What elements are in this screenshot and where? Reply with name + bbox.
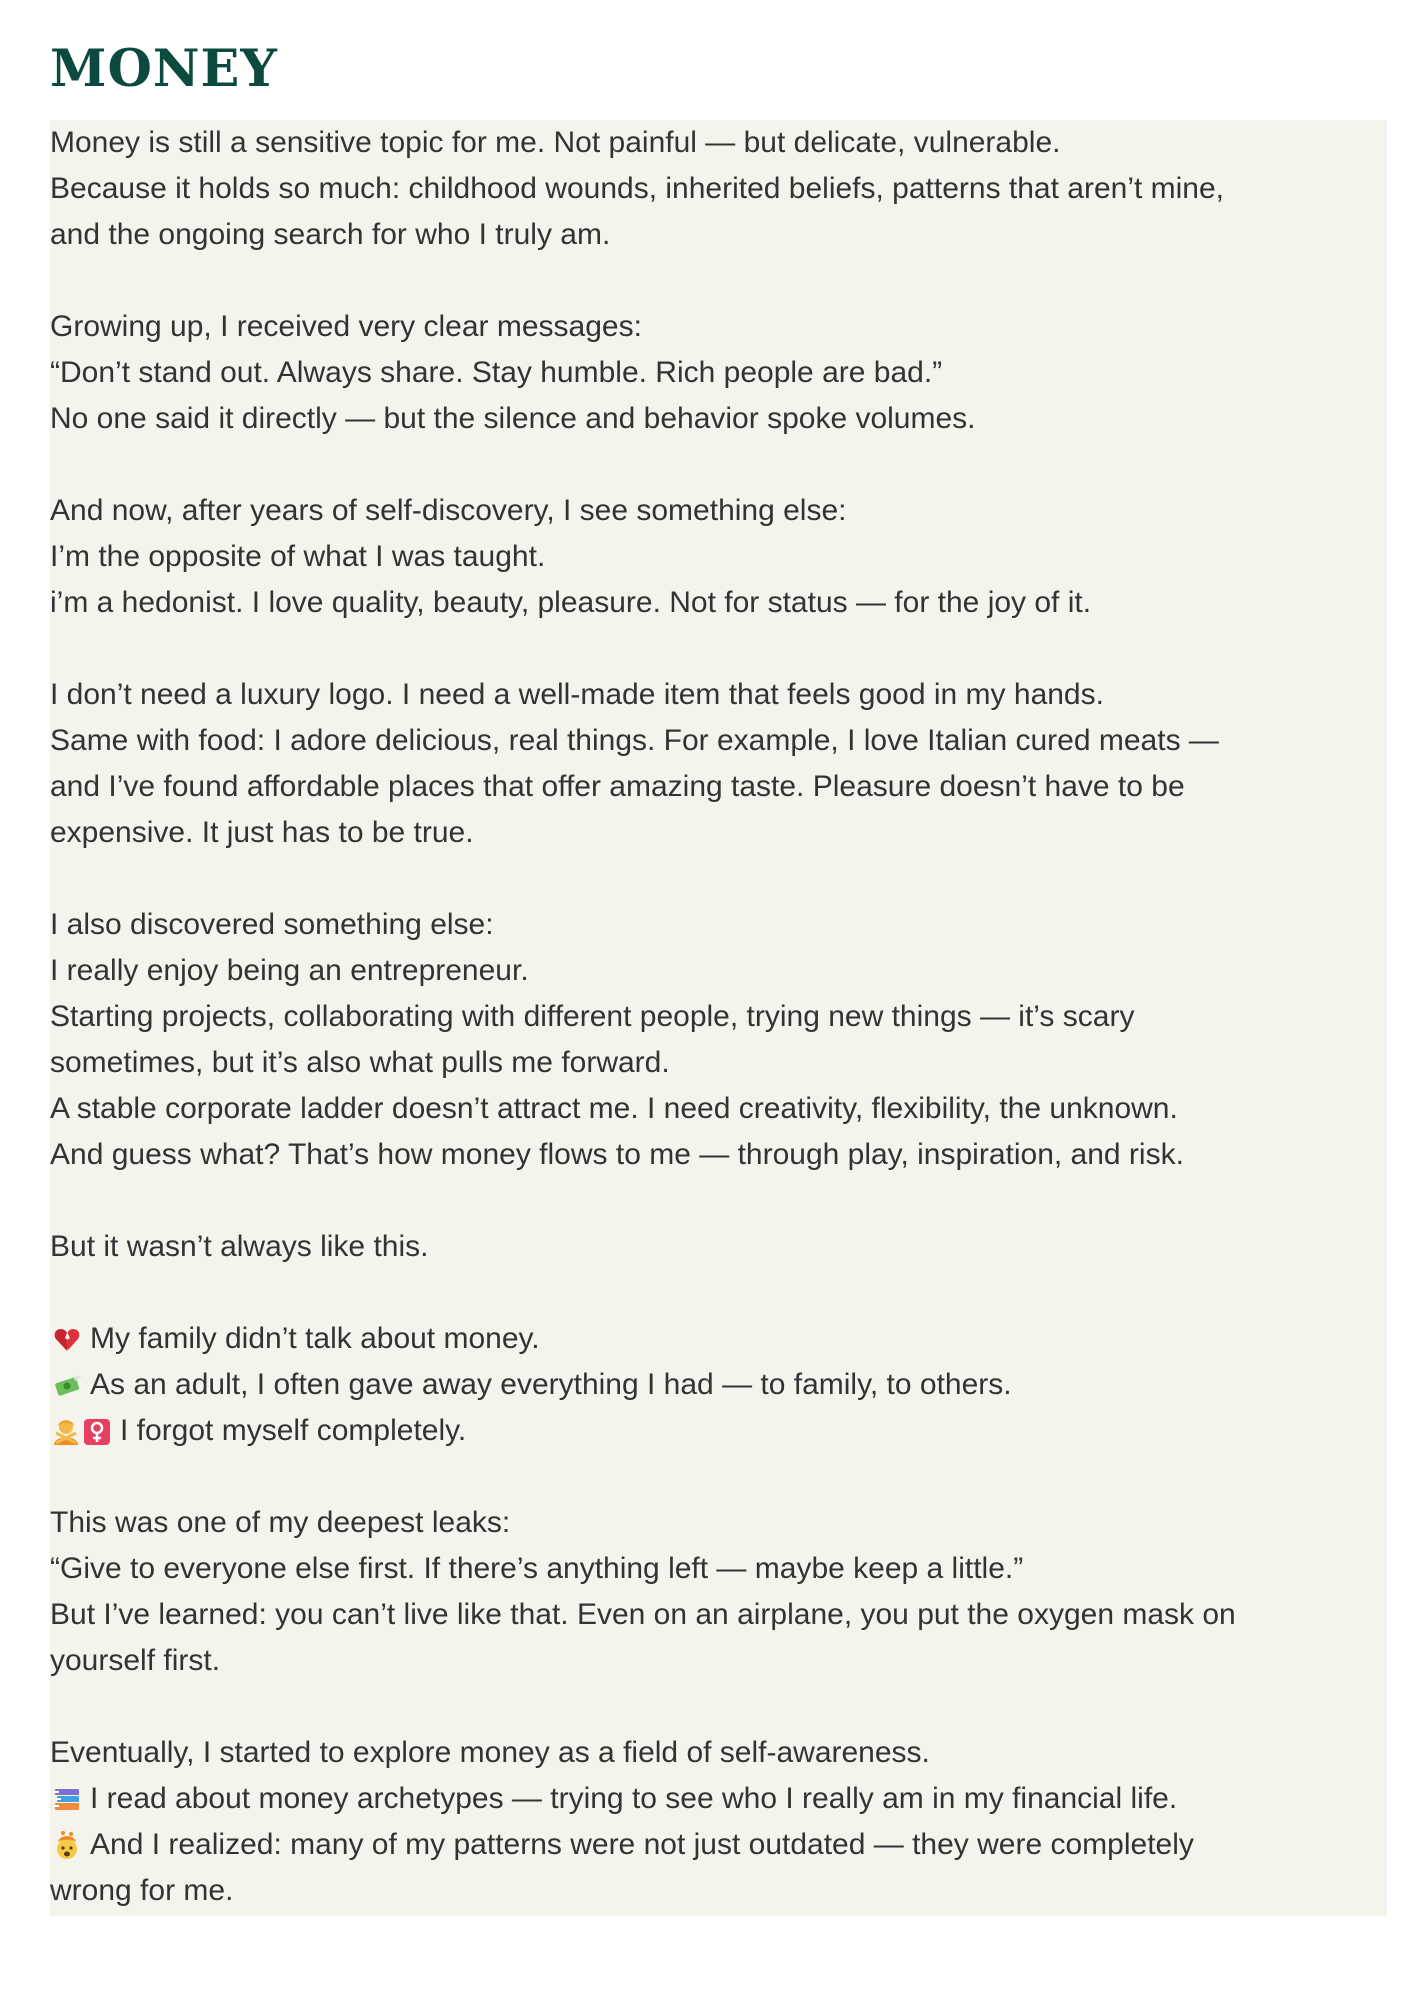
text-line: “Don’t stand out. Always share. Stay humble. Rich people are bad.” <box>50 356 943 389</box>
article-body <box>50 120 1387 1916</box>
paragraph-spacer <box>50 258 1387 304</box>
emoji-line <box>50 1316 1387 1362</box>
money-with-wings-icon <box>50 1362 84 1408</box>
person-gesturing-no-icon <box>50 1408 114 1454</box>
emoji-line-text: I read about money archetypes — trying to see who I really am in my financial life. <box>90 1782 1178 1815</box>
text-line: I don’t need a luxury logo. I need a well-made item that feels good in my hands. <box>50 678 1104 711</box>
text-line: But I’ve learned: you can’t live like that. Even on an airplane, you put the oxygen mask on <box>50 1598 1236 1631</box>
paragraph-spacer <box>50 1684 1387 1730</box>
text-line: And guess what? That’s how money flows to me — through play, inspiration, and risk. <box>50 1138 1184 1171</box>
emoji-line-text: As an adult, I often gave away everything I had — to family, to others. <box>90 1368 1012 1401</box>
emoji-line-text: I forgot myself completely. <box>120 1414 467 1447</box>
books-icon <box>50 1776 84 1822</box>
text-line: and I’ve found affordable places that offer amazing taste. Pleasure doesn’t have to be <box>50 770 1185 803</box>
paragraph-spacer <box>50 1178 1387 1224</box>
text-line: I’m the opposite of what I was taught. <box>50 540 546 573</box>
emoji-line <box>50 1408 1387 1454</box>
paragraph-spacer <box>50 1270 1387 1316</box>
emoji-line-text: And I realized: many of my patterns were not just outdated — they were completely <box>90 1828 1194 1861</box>
text-line: and the ongoing search for who I truly am. <box>50 218 611 251</box>
text-line: No one said it directly — but the silence and behavior spoke volumes. <box>50 402 976 435</box>
text-line: Eventually, I started to explore money as a field of self-awareness. <box>50 1736 930 1769</box>
text-line: I also discovered something else: <box>50 908 494 941</box>
paragraph-spacer <box>50 1454 1387 1500</box>
paragraph-spacer <box>50 442 1387 488</box>
exploding-head-icon <box>50 1822 84 1868</box>
emoji-line <box>50 1776 1387 1822</box>
emoji-line-text: My family didn’t talk about money. <box>90 1322 540 1355</box>
text-line: Starting projects, collaborating with different people, trying new things — it’s scary <box>50 1000 1135 1033</box>
text-line: And now, after years of self-discovery, I see something else: <box>50 494 847 527</box>
text-line: “Give to everyone else first. If there’s anything left — maybe keep a little.” <box>50 1552 1024 1585</box>
text-line: i’m a hedonist. I love quality, beauty, pleasure. Not for status — for the joy of it. <box>50 586 1092 619</box>
text-line: yourself first. <box>50 1644 221 1677</box>
emoji-line <box>50 1362 1387 1408</box>
text-line: wrong for me. <box>50 1874 234 1907</box>
text-line: I really enjoy being an entrepreneur. <box>50 954 529 987</box>
paragraph-spacer <box>50 626 1387 672</box>
page-title: MONEY <box>50 39 278 99</box>
paragraph-spacer <box>50 856 1387 902</box>
broken-heart-icon <box>50 1316 84 1362</box>
text-line: But it wasn’t always like this. <box>50 1230 429 1263</box>
text-line: A stable corporate ladder doesn’t attract me. I need creativity, flexibility, the unknown. <box>50 1092 1178 1125</box>
emoji-line <box>50 1822 1387 1868</box>
text-line: Because it holds so much: childhood wounds, inherited beliefs, patterns that aren’t mine, <box>50 172 1225 205</box>
text-line: Growing up, I received very clear messages: <box>50 310 642 343</box>
text-line: expensive. It just has to be true. <box>50 816 474 849</box>
text-line: Money is still a sensitive topic for me. Not painful — but delicate, vulnerable. <box>50 126 1061 159</box>
text-line: This was one of my deepest leaks: <box>50 1506 511 1539</box>
text-line: sometimes, but it’s also what pulls me forward. <box>50 1046 670 1079</box>
text-line: Same with food: I adore delicious, real things. For example, I love Italian cured meats — <box>50 724 1219 757</box>
